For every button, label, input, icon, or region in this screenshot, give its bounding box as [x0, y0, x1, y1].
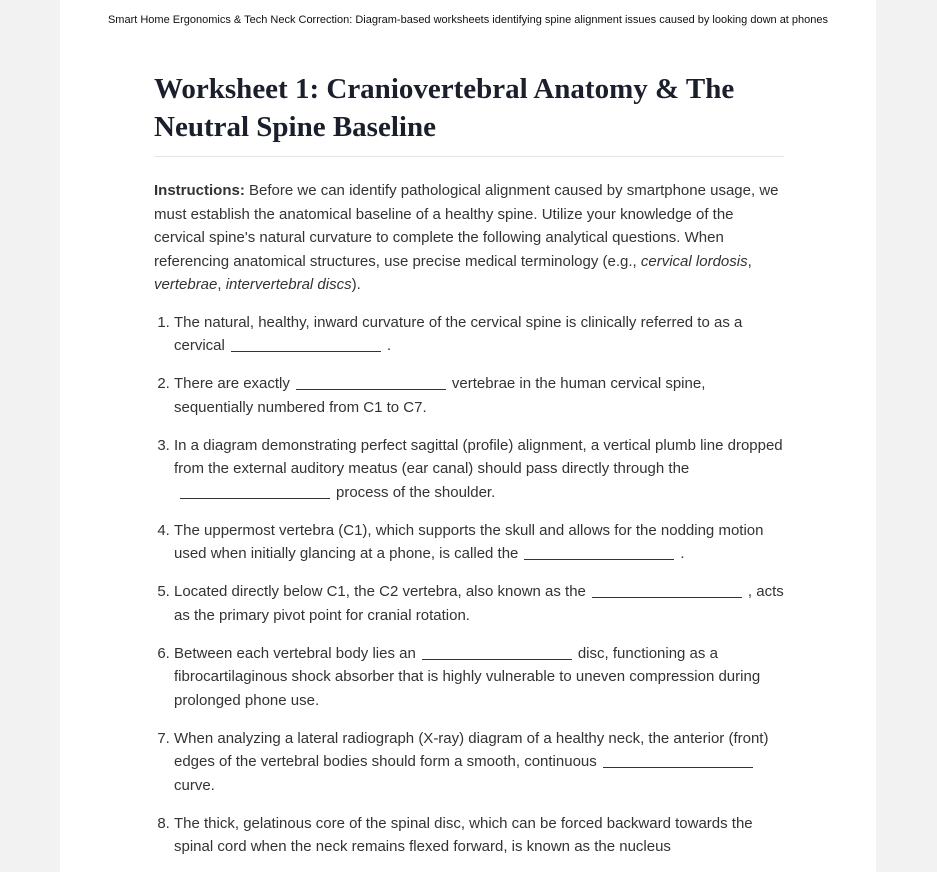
answer-blank[interactable]	[524, 545, 674, 560]
question-text: When analyzing a lateral radiograph (X-ray) diagram of a healthy neck, the anterior (front) edges of the vertebral bodies should form a smooth, continuous	[174, 729, 769, 770]
question-item	[174, 372, 784, 419]
question-text-after: disc, functioning as a fibrocartilaginous shock absorber that is highly vulnerable to uneven compression during prolonged phone use.	[174, 644, 761, 709]
question-text-after: , acts as the primary pivot point for cranial rotation.	[174, 583, 784, 624]
worksheet-title: Worksheet 1: Craniovertebral Anatomy & The Neutral Spine Baseline	[154, 70, 784, 157]
answer-blank[interactable]	[296, 375, 446, 390]
question-item	[174, 812, 784, 872]
instructions-separator: ,	[747, 252, 752, 270]
question-text: The natural, healthy, inward curvature of the cervical spine is clinically referred to as a cervical	[174, 313, 743, 354]
question-item	[174, 727, 784, 798]
answer-blank[interactable]	[231, 337, 381, 352]
question-text-after: process of the shoulder.	[336, 483, 496, 501]
question-text: Located directly below C1, the C2 vertebra, also known as the	[174, 583, 586, 600]
worksheet-content	[154, 70, 784, 872]
answer-blank[interactable]	[603, 753, 753, 768]
question-item	[174, 642, 784, 713]
example-term-cervical-lordosis: cervical lordosis	[640, 252, 748, 270]
question-text: There are exactly	[174, 375, 290, 392]
instructions-paragraph	[154, 179, 784, 297]
instructions-separator: ,	[217, 276, 226, 293]
answer-blank[interactable]	[422, 645, 572, 660]
question-text-after: curve.	[174, 776, 215, 794]
question-text: The uppermost vertebra (C1), which supports the skull and allows for the nodding motion used when initially glancing at a phone, is called the	[174, 521, 764, 562]
question-text: Between each vertebral body lies an	[174, 644, 416, 662]
questions-list	[154, 311, 784, 872]
question-item	[174, 311, 784, 358]
instructions-text: Before we can identify pathological alignment caused by smartphone usage, we must establish the anatomical baseline of a healthy spine. Utilize your knowledge of the cervical spine's natural curvature to complete the following analytical questions. When referencing anatomical structures, use precise medical terminology (e.g.,	[154, 182, 779, 270]
question-text-after: .	[386, 337, 392, 354]
instructions-label: Instructions:	[154, 182, 245, 199]
instructions-end: ).	[351, 276, 361, 293]
worksheet-page	[60, 0, 876, 872]
question-text-after: vertebrae in the human cervical spine, sequentially numbered from C1 to C7.	[174, 375, 706, 416]
example-term-vertebrae: vertebrae	[154, 276, 218, 293]
answer-blank[interactable]	[592, 583, 742, 598]
question-text: In a diagram demonstrating perfect sagittal (profile) alignment, a vertical plumb line dropped from the external auditory meatus (ear canal) should pass directly through the	[174, 436, 783, 477]
question-text-after: .	[680, 545, 685, 562]
answer-blank[interactable]	[180, 862, 330, 872]
example-term-intervertebral-discs: intervertebral discs	[225, 276, 352, 293]
question-item	[174, 519, 784, 566]
running-header: Smart Home Ergonomics & Tech Neck Correction: Diagram-based worksheets identifying spine alignment issues caused by looking down at phones	[107, 14, 829, 26]
question-item	[174, 580, 784, 627]
question-text: The thick, gelatinous core of the spinal disc, which can be forced backward towards the spinal cord when the neck remains flexed forward, is known as the nucleus	[174, 814, 753, 855]
question-item	[174, 434, 784, 505]
answer-blank[interactable]	[180, 484, 330, 499]
